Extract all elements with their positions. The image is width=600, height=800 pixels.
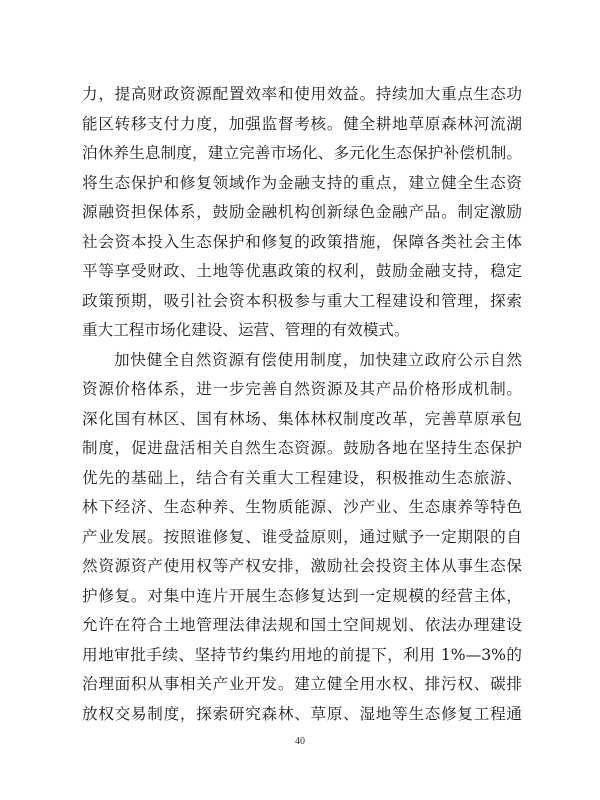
body-text: [82, 80, 522, 729]
text-line: 放权交易制度，探索研究森林、草原、湿地等生态修复工程通: [82, 704, 522, 723]
text-line: 制度，促进盘活相关自然生态资源。鼓励各地在坚持生态保护: [82, 439, 522, 457]
text-line: 能区转移支付力度，加强监督考核。健全耕地草原森林河流湖: [82, 114, 522, 133]
text-line: 平等享受财政、土地等优惠政策的权利，鼓励金融支持，稳定: [82, 262, 522, 280]
paragraph-1: [82, 80, 522, 346]
text-line: 重大工程市场化建设、运营、管理的有效模式。: [82, 321, 410, 339]
text-line: 优先的基础上，结合有关重大工程建设，积极推动生态旅游、: [82, 468, 522, 487]
text-line: 力，提高财政资源配置效率和使用效益。持续加大重点生态功: [82, 85, 522, 103]
text-line: 加快健全自然资源有偿使用制度，加快建立政府公示自然: [114, 350, 522, 369]
text-line: 治理面积从事相关产业开发。建立健全用水权、排污权、碳排: [82, 675, 522, 693]
text-line: 允许在符合土地管理法律法规和国土空间规划、依法办理建设: [82, 616, 522, 634]
text-line: 护修复。对集中连片开展生态修复达到一定规模的经营主体，: [82, 586, 522, 605]
text-line: 社会资本投入生态保护和修复的政策措施，保障各类社会主体: [82, 232, 522, 251]
text-line: 深化国有林区、国有林场、集体林权制度改革，完善草原承包: [82, 409, 522, 428]
text-line: 政策预期，吸引社会资本积极参与重大工程建设和管理，探索: [82, 291, 522, 310]
text-line: 将生态保护和修复领域作为金融支持的重点，建立健全生态资: [82, 173, 522, 192]
text-line: 资源价格体系，进一步完善自然资源及其产品价格形成机制。: [82, 380, 522, 398]
text-line: 产业发展。按照谁修复、谁受益原则，通过赋予一定期限的自: [82, 527, 522, 546]
paragraph-2: [82, 346, 522, 730]
text-line: 然资源资产使用权等产权安排，激励社会投资主体从事生态保: [82, 557, 522, 575]
text-line: 用地审批手续、坚持节约集约用地的前提下，利用 1%—3%的: [82, 645, 522, 664]
page-number: 40: [295, 736, 305, 747]
text-line: 林下经济、生态种养、生物质能源、沙产业、生态康养等特色: [82, 498, 522, 516]
text-line: 源融资担保体系，鼓励金融机构创新绿色金融产品。制定激励: [82, 203, 522, 221]
text-line: 泊休养生息制度，建立完善市场化、多元化生态保护补偿机制。: [82, 144, 522, 162]
